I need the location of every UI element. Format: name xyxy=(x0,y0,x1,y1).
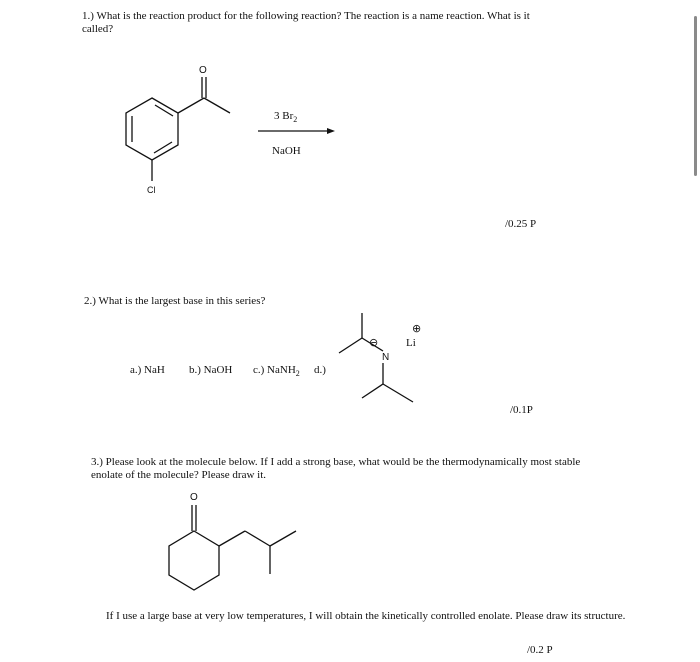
q2-option-d: d.) xyxy=(314,364,326,376)
q1-acetyl-group xyxy=(152,77,230,181)
question-3-text: 3.) Please look at the molecule below. If I add a strong base, what would be the thermodynamically most stable enolate of the molecule? Please draw it. xyxy=(91,456,581,481)
q1-chlorine-label: Cl xyxy=(147,185,156,195)
q2-points: /0.1P xyxy=(510,404,533,416)
q2-option-c: c.) NaNH$_2$ xyxy=(253,364,300,379)
q1-reagent-naoh: NaOH xyxy=(272,145,301,157)
q1-benzene-ring xyxy=(126,98,178,160)
q3-carbonyl-oxygen: O xyxy=(190,492,198,503)
q2-minus-charge: ⊖ xyxy=(369,336,379,349)
question-1-text: 1.) What is the reaction product for the following reaction? The reaction is a name reaction. What is it called? xyxy=(82,10,530,35)
q1-points: /0.25 P xyxy=(505,218,537,230)
q2-option-a: a.) NaH xyxy=(130,364,165,376)
q1-carbonyl-oxygen: O xyxy=(199,65,207,76)
q2-lithium-label: Li xyxy=(406,337,416,349)
q2-nitrogen-label: N xyxy=(382,352,390,363)
q2-amide-base xyxy=(339,313,413,402)
q3-cyclohexanone xyxy=(169,505,296,590)
q1-reaction-arrow xyxy=(258,128,335,134)
q1-reagent-bromine: 3 $Br_2$ xyxy=(274,110,298,125)
question-2-text: 2.) What is the largest base in this series? xyxy=(84,295,266,307)
q2-plus-charge: ⊕ xyxy=(412,322,422,335)
q2-option-b: b.) NaOH xyxy=(189,364,233,376)
q3-points: /0.2 P xyxy=(527,644,553,656)
q3-followup-text: If I use a large base at very low temperatures, I will obtain the kinetically controlled enolate. Please draw its structure. xyxy=(106,610,626,622)
